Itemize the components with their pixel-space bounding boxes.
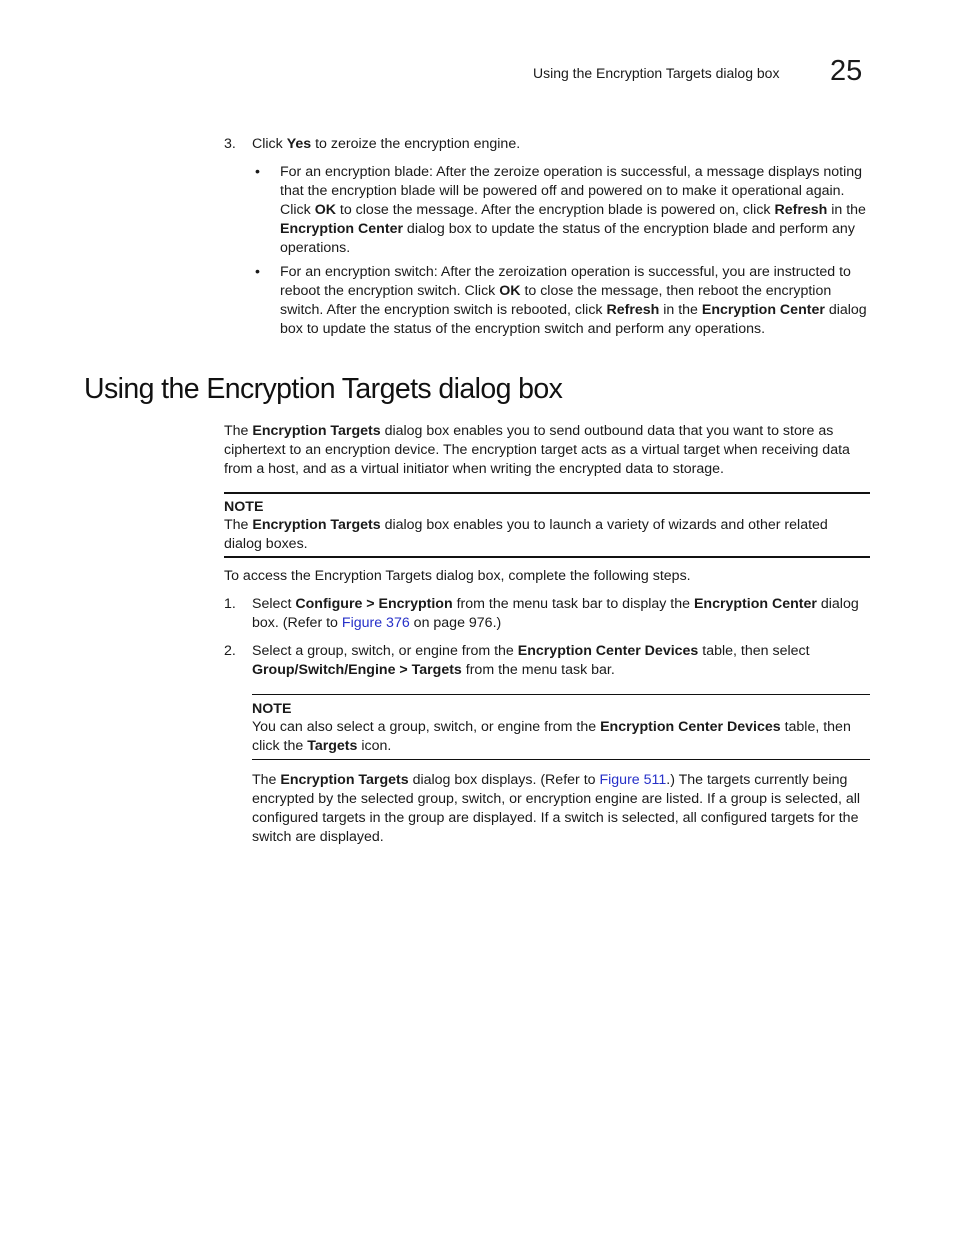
note-label: NOTE (252, 701, 292, 717)
section-intro: The Encryption Targets dialog box enables you to send outbound data that you want to store as ciphertext to an encryption device. The encryption target acts as a virtual target when receiving data from a host, and as a virtual initiator when writing the encrypted data to storage. (224, 423, 850, 477)
running-header-title: Using the Encryption Targets dialog box (533, 65, 780, 81)
section-title: Using the Encryption Targets dialog box (84, 373, 563, 405)
access-instructions: To access the Encryption Targets dialog box, complete the following steps. (224, 568, 691, 584)
note-text: You can also select a group, switch, or engine from the Encryption Center Devices table, then click the Targets icon. (252, 719, 851, 754)
note-text: The Encryption Targets dialog box enables you to launch a variety of wizards and other related dialog boxes. (224, 517, 828, 552)
step-number: 2. (224, 643, 236, 659)
step-3-text: Click Yes to zeroize the encryption engine. (252, 136, 521, 152)
bullet-encryption-blade: For an encryption blade: After the zeroize operation is successful, a message displays noting that the encryption blade will be powered off and powered on to make it operational again. Click OK to close the message. After the encryption blade is powered on, click Refresh in the Encryption Center dialog box to update the status of the encryption blade and perform any operations. (280, 164, 866, 256)
figure-376-link[interactable]: Figure 376 (341, 615, 410, 631)
targets-description: The Encryption Targets dialog box displays. (Refer to Figure 511.) The targets currently being encrypted by the selected group, switch, or encryption engine are listed. If a group is selected, all configured targets in the group are displayed. If a switch is selected, all configured targets for the switch are displayed. (252, 772, 861, 845)
figure-511-link[interactable]: Figure 511 (599, 772, 667, 788)
note-box (224, 492, 870, 558)
note-box (252, 694, 870, 760)
chapter-number: 25 (830, 55, 863, 87)
note-label: NOTE (224, 499, 264, 515)
step-number: 3. (224, 136, 236, 152)
bullet-icon: • (255, 164, 260, 180)
step-number: 1. (224, 596, 236, 612)
step-2-text: Select a group, switch, or engine from the Encryption Center Devices table, then select Group/Switch/Engine > Targets from the menu task bar. (252, 643, 810, 678)
step-1-text: Select Configure > Encryption from the menu task bar to display the Encryption Center dialog box. (Refer to Figure 376 on page 976.) (252, 596, 859, 631)
bullet-encryption-switch: For an encryption switch: After the zeroization operation is successful, you are instructed to reboot the encryption switch. Click OK to close the message, then reboot the encryption switch. After the encryption switch is rebooted, click Refresh in the Encryption Center dialog box to update the status of the encryption switch and perform any operations. (280, 264, 867, 337)
bullet-icon: • (255, 264, 260, 280)
